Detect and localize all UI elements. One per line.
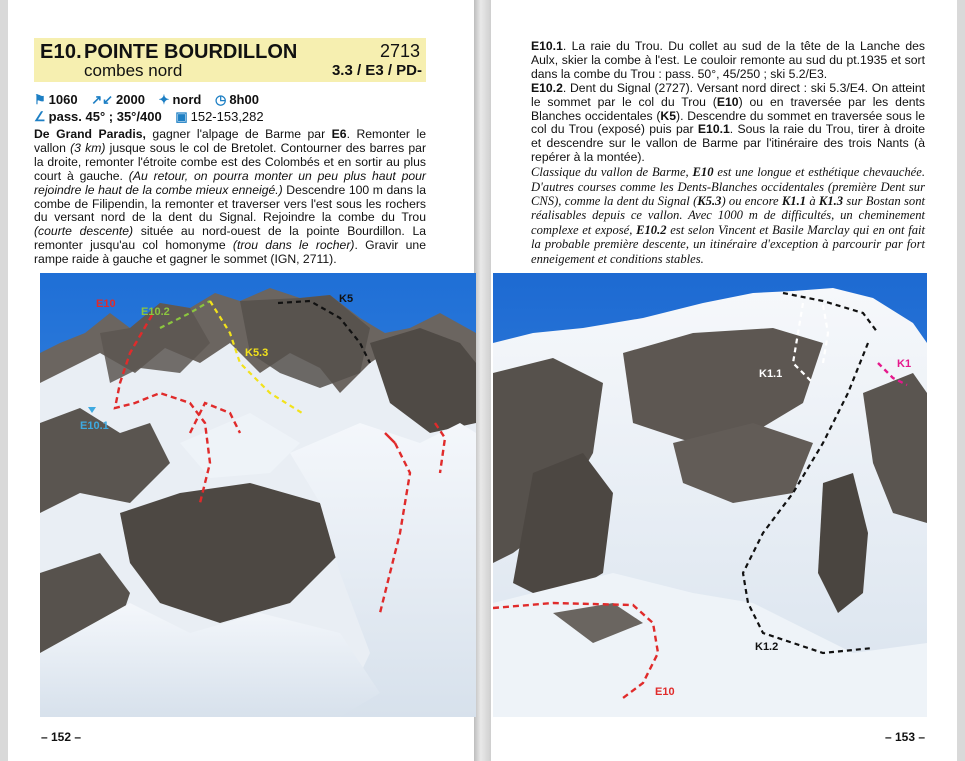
route-ref: E10 [716, 94, 739, 109]
route-code: E10. [40, 41, 82, 63]
commentary [531, 165, 925, 266]
route-description [34, 128, 426, 267]
text-run: Descendre 100 m dans la combe de Filipendin, la remonter et traverser vers l'est sous les rochers du versant nord de la dent du Signal. Rejoindre la combe du Trou [34, 182, 426, 225]
text-run: jusque sous le col de Bretolet. Contourner des barres par la droite, remonter l'étroite combe est des Colombés et en sortir au plus court à gauche. [34, 140, 427, 183]
route-ref: K1.1 [781, 193, 807, 208]
text-run: . La raie du Trou. Du collet au sud de la tête de la Lanche des Aulx, skier la combe à l'est. Le couloir remonte au sud du pt.1935 et sort dans la combe du Trou : pass. 50°, 45/250 ; ski 5.2/E3. [531, 39, 925, 81]
summit-altitude: 2713 [379, 41, 420, 61]
text-run-italic: (courte descente) [34, 224, 134, 239]
variant-code: E10.1 [531, 39, 563, 53]
text-run-italic: (Au retour, on pourra monter un peu plus haut pour rejoindre le haut de la combe mieux enneigé.) [34, 168, 426, 197]
text-run: gagner l'alpage de Barme par [145, 127, 332, 141]
route-ref: K5 [660, 108, 677, 123]
up-down-arrows-icon: ↗↙ [91, 91, 113, 107]
photo-pointe-bourdillon [40, 273, 476, 717]
label-k5: K5 [339, 293, 354, 305]
route-ref: E10 [692, 165, 714, 180]
text-run: est selon Vincent et Basile Marclay qui en ont fait la probable première descente, un itinéraire d'exception à parcourir par fort enneigement et conditions stables. [531, 222, 925, 266]
label-e10-2: E10.2 [141, 306, 170, 318]
route-ref: E10.1 [697, 122, 730, 137]
photo-pages-value: 152-153,282 [190, 109, 264, 125]
text-run: Classique du vallon de Barme, [531, 165, 693, 180]
route-ref: E6 [331, 127, 347, 141]
route-name: POINTE BOURDILLON [84, 41, 298, 63]
label-k1: K1 [897, 358, 912, 370]
start-point: De Grand Paradis, [34, 127, 146, 141]
camera-icon: ▣ [175, 108, 188, 124]
text-run: . Sous la raie du Trou, tirer à droite et descendre sur le vallon de Barme par l'itinéraire des trois Nants (à repérer à la montée). [531, 122, 925, 165]
route-ref: K5.3 [697, 193, 722, 208]
text-run: . Remonter le vallon [34, 127, 426, 155]
text-run: située au nord-ouest de la pointe Bourdillon. La remonter jusqu'au col homonyme [34, 224, 427, 253]
text-run: . Gravir une rampe raide à gauche et gagner le sommet (IGN, 2711). [34, 238, 426, 267]
aspect-value: nord [172, 92, 202, 108]
page-number-right: – 153 – [885, 730, 926, 744]
variants-description [531, 40, 925, 266]
ascent-value: 1060 [48, 92, 78, 108]
text-run: . Dent du Signal (2727). Versant nord direct : ski 5.3/E4. On atteint le sommet par le col du Trou ( [531, 80, 925, 109]
slope-angle-icon: ∠ [34, 108, 46, 124]
text-run: ) ou encore [721, 193, 782, 208]
variant-code: E10.2 [531, 80, 563, 95]
photo-bostan-dent-signal [493, 273, 927, 717]
stats-row-1 [34, 91, 259, 108]
duration-value: 8h00 [229, 92, 259, 108]
route-subtitle: combes nord [84, 61, 183, 80]
text-run: ). Descendre du sommet en traversée sous le col du Trou (exposé) puis par [531, 108, 926, 137]
route-ref: E10.2 [636, 222, 667, 237]
label-e10: E10 [96, 298, 116, 310]
label-k1-1: K1.1 [759, 368, 783, 380]
descent-value: 2000 [116, 92, 145, 108]
compass-star-icon: ✦ [158, 91, 170, 107]
page-number-left: – 152 – [41, 730, 82, 744]
route-grade: 3.3 / E3 / PD- [331, 62, 422, 79]
flag-icon: ⚑ [34, 91, 46, 107]
slope-value: pass. 45° ; 35°/400 [48, 109, 162, 125]
label-k5-3: K5.3 [245, 347, 269, 359]
label-k1-2: K1.2 [755, 641, 779, 653]
book-gutter [474, 0, 491, 761]
text-run-italic: (3 km) [70, 140, 106, 155]
text-run: à [806, 193, 819, 208]
clock-icon: ◷ [214, 91, 227, 107]
text-run: est une longue et esthétique chevauchée. D'autres courses comme les Dents-Blanches occidentales (première Dent sur CNS), comme la dent du Signal ( [531, 165, 925, 208]
label-e10: E10 [655, 686, 675, 698]
route-title-box [34, 38, 426, 82]
mountain-photo-right [493, 273, 927, 717]
mountain-photo-left [40, 273, 476, 717]
label-e10-1: E10.1 [80, 420, 109, 432]
text-run-italic: (trou dans le rocher) [232, 238, 355, 253]
text-run: sur Bostan sont réalisables depuis ce vallon. Avec 1000 m de difficultés, un cheminement complexe et exposé, [531, 193, 926, 237]
stats-row-2 [34, 108, 264, 125]
route-ref: K1.3 [818, 193, 844, 208]
text-run: ) ou en traversée par les dents Blanches occidentales ( [531, 94, 925, 123]
